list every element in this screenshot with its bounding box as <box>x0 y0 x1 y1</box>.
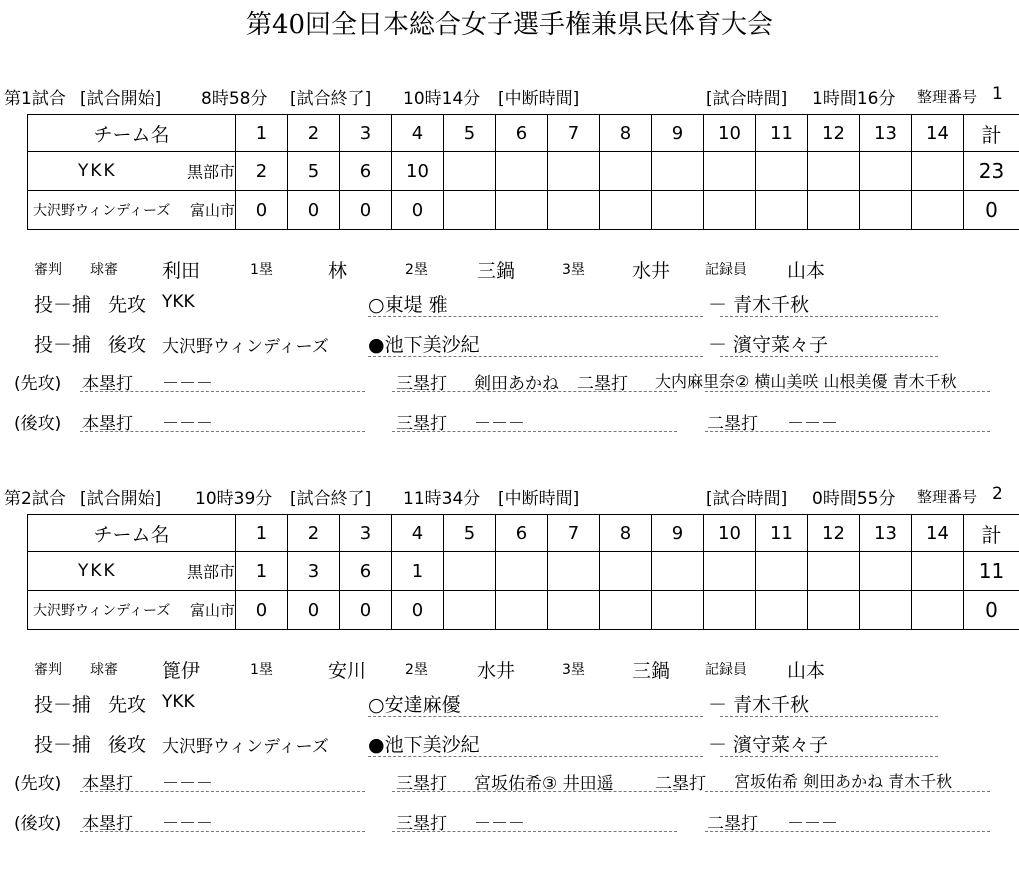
hits_top-triple-underline <box>392 791 677 792</box>
battery_top-side: 先攻 <box>108 294 147 316</box>
start-label: [試合開始] <box>80 489 162 509</box>
table-row <box>28 591 1019 630</box>
battery_top-catcher: － 青木千秋 <box>708 294 810 316</box>
score-cell-14 <box>912 552 964 591</box>
team-city: 富山市 <box>189 601 235 620</box>
inning-header-9: 9 <box>652 515 704 552</box>
battery_top-pitcher: ○安達麻優 <box>368 694 461 716</box>
hits_top-triple: 宮坂佑希③ 井田遥 <box>474 774 614 794</box>
end-time: 10時14分 <box>403 89 481 109</box>
hits_top-hr: －－－ <box>162 774 213 794</box>
inning-header-12: 12 <box>808 515 860 552</box>
score-cell-12 <box>808 591 860 630</box>
inning-header-1: 1 <box>236 515 288 552</box>
scorer: 山本 <box>787 260 826 282</box>
hits_top-triple-label: 三塁打 <box>396 374 447 394</box>
team-header: チーム名 <box>28 115 236 152</box>
team-city: 富山市 <box>189 201 235 220</box>
hits_top-double: 宮坂佑希 剣田あかね 青木千秋 <box>734 772 953 791</box>
break-label: [中断時間] <box>498 89 580 109</box>
score-cell-1: 2 <box>236 152 288 191</box>
hits_bottom-hr-label: 本塁打 <box>82 814 133 834</box>
game-number: 第1試合 <box>4 89 66 109</box>
hits_bottom-double: －－－ <box>787 414 838 434</box>
page-title: 第40回全日本総合女子選手権兼県民体育大会 <box>245 10 774 40</box>
second-base-umpire: 水井 <box>477 660 516 682</box>
inning-header-4: 4 <box>392 515 444 552</box>
game-number: 第2試合 <box>4 489 66 509</box>
score-cell-3: 0 <box>340 191 392 230</box>
scorer-label: 記録員 <box>705 262 747 278</box>
score-cell-12 <box>808 552 860 591</box>
inning-header-11: 11 <box>756 115 808 152</box>
battery_bottom-catcher: － 濱守菜々子 <box>708 334 829 356</box>
hits_bottom-triple-label: 三塁打 <box>396 414 447 434</box>
inning-header-13: 13 <box>860 115 912 152</box>
score-cell-2: 0 <box>288 191 340 230</box>
battery_bottom-team: 大沢野ウィンディーズ <box>162 737 329 757</box>
hits_top-triple-label: 三塁打 <box>396 774 447 794</box>
hits_bottom-hr-underline <box>80 831 365 832</box>
id-number: 1 <box>992 84 1003 104</box>
team-header: チーム名 <box>28 515 236 552</box>
inning-header-9: 9 <box>652 115 704 152</box>
score-cell-7 <box>548 591 600 630</box>
score-cell-11 <box>756 552 808 591</box>
score-cell-11 <box>756 591 808 630</box>
third-base-label: 3塁 <box>562 662 585 678</box>
third-base-umpire: 水井 <box>632 260 671 282</box>
team-cell <box>28 591 236 630</box>
score-cell-1: 0 <box>236 591 288 630</box>
battery_top-pitcher: ○東堤 雅 <box>368 294 448 316</box>
score-cell-4: 10 <box>392 152 444 191</box>
team-cell <box>28 552 236 591</box>
hits_bottom-triple: －－－ <box>474 414 525 434</box>
plate-umpire-label: 球審 <box>90 262 118 278</box>
start-time: 8時58分 <box>201 89 268 109</box>
battery_bottom-catcher: － 濱守菜々子 <box>708 734 829 756</box>
hits_bottom-double-label: 二塁打 <box>707 414 758 434</box>
third-base-label: 3塁 <box>562 262 585 278</box>
hits_top-double: 大内麻里奈② 横山美咲 山根美優 青木千秋 <box>655 372 957 391</box>
score-cell-14 <box>912 591 964 630</box>
plate-umpire-label: 球審 <box>90 662 118 678</box>
score-cell-3: 6 <box>340 152 392 191</box>
battery_top-label: 投－捕 <box>34 694 92 716</box>
hits_bottom-hr: －－－ <box>162 414 213 434</box>
score-cell-3: 0 <box>340 591 392 630</box>
battery_top-catcher: － 青木千秋 <box>708 694 810 716</box>
umpire-label: 審判 <box>34 662 62 678</box>
first-base-umpire: 安川 <box>328 660 367 682</box>
inning-header-7: 7 <box>548 515 600 552</box>
hits_bottom-triple-label: 三塁打 <box>396 814 447 834</box>
hits_top-hr: －－－ <box>162 374 213 394</box>
hits_bottom-double-underline <box>705 831 990 832</box>
battery_bottom-pitcher-underline <box>368 756 703 757</box>
inning-header-5: 5 <box>444 115 496 152</box>
score-cell-4: 1 <box>392 552 444 591</box>
hits_top-double-label: 二塁打 <box>655 774 706 794</box>
inning-header-2: 2 <box>288 115 340 152</box>
score-cell-8 <box>600 552 652 591</box>
battery_bottom-side: 後攻 <box>108 734 147 756</box>
battery_top-side: 先攻 <box>108 694 147 716</box>
team-name: 大沢野ウィンディーズ <box>33 203 171 219</box>
score-cell-3: 6 <box>340 552 392 591</box>
end-time: 11時34分 <box>403 489 481 509</box>
score-cell-7 <box>548 552 600 591</box>
inning-header-11: 11 <box>756 515 808 552</box>
score-cell-10 <box>704 591 756 630</box>
score-cell-1: 0 <box>236 191 288 230</box>
hits_top-side: (先攻) <box>14 774 62 794</box>
break-label: [中断時間] <box>498 489 580 509</box>
team-city: 黒部市 <box>186 162 235 182</box>
inning-header-3: 3 <box>340 115 392 152</box>
duration: 0時間55分 <box>812 489 896 509</box>
inning-header-8: 8 <box>600 515 652 552</box>
end-label: [試合終了] <box>290 489 372 509</box>
id-number: 2 <box>992 484 1003 504</box>
inning-header-7: 7 <box>548 115 600 152</box>
team-name: YKK <box>78 161 117 181</box>
table-row <box>28 552 1019 591</box>
battery_top-catcher-underline <box>720 716 938 717</box>
battery_bottom-label: 投－捕 <box>34 734 92 756</box>
hits_top-side: (先攻) <box>14 374 62 394</box>
score-cell-9 <box>652 591 704 630</box>
inning-header-6: 6 <box>496 515 548 552</box>
battery_top-label: 投－捕 <box>34 294 92 316</box>
first-base-label: 1塁 <box>250 662 273 678</box>
hits_top-hr-underline <box>80 791 365 792</box>
score-cell-4: 0 <box>392 591 444 630</box>
battery_bottom-side: 後攻 <box>108 334 147 356</box>
duration-label: [試合時間] <box>706 489 788 509</box>
hits_bottom-side: (後攻) <box>14 414 62 434</box>
score-cell-6 <box>496 552 548 591</box>
inning-header-4: 4 <box>392 115 444 152</box>
score-cell-2: 0 <box>288 591 340 630</box>
hits_bottom-triple: －－－ <box>474 814 525 834</box>
score-cell-4: 0 <box>392 191 444 230</box>
inning-header-3: 3 <box>340 515 392 552</box>
battery_bottom-label: 投－捕 <box>34 334 92 356</box>
score-table <box>27 514 1019 630</box>
score-cell-5 <box>444 591 496 630</box>
total-cell: 23 <box>964 152 1019 191</box>
hits_top-hr-label: 本塁打 <box>82 774 133 794</box>
battery_top-pitcher-underline <box>368 716 703 717</box>
score-cell-5 <box>444 552 496 591</box>
score-cell-1: 1 <box>236 552 288 591</box>
score-cell-13 <box>860 552 912 591</box>
score-cell-9 <box>652 552 704 591</box>
second-base-label: 2塁 <box>405 662 428 678</box>
id-label: 整理番号 <box>917 488 978 506</box>
score-cell-2: 5 <box>288 152 340 191</box>
first-base-umpire: 林 <box>328 260 348 282</box>
duration-label: [試合時間] <box>706 89 788 109</box>
second-base-label: 2塁 <box>405 262 428 278</box>
second-base-umpire: 三鍋 <box>477 260 516 282</box>
inning-header-8: 8 <box>600 115 652 152</box>
inning-header-6: 6 <box>496 115 548 152</box>
score-header-row <box>28 515 1019 552</box>
score-cell-8 <box>600 591 652 630</box>
plate-umpire: 篦伊 <box>162 660 201 682</box>
battery_bottom-pitcher: ●池下美沙紀 <box>368 334 480 356</box>
hits_bottom-side: (後攻) <box>14 814 62 834</box>
inning-header-12: 12 <box>808 115 860 152</box>
inning-header-1: 1 <box>236 115 288 152</box>
end-label: [試合終了] <box>290 89 372 109</box>
team-name: YKK <box>78 561 117 581</box>
inning-header-5: 5 <box>444 515 496 552</box>
scorer-label: 記録員 <box>705 662 747 678</box>
inning-header-10: 10 <box>704 515 756 552</box>
score-cell-10 <box>704 552 756 591</box>
total-cell: 0 <box>964 191 1019 230</box>
battery_top-team: YKK <box>162 692 195 712</box>
hits_top-triple: 剣田あかね <box>474 374 559 394</box>
hits_top-double-underline <box>705 791 990 792</box>
start-time: 10時39分 <box>195 489 273 509</box>
inning-header-13: 13 <box>860 515 912 552</box>
hits_bottom-hr: －－－ <box>162 814 213 834</box>
hits_bottom-double-label: 二塁打 <box>707 814 758 834</box>
id-label: 整理番号 <box>917 88 978 106</box>
inning-header-2: 2 <box>288 515 340 552</box>
battery_bottom-team: 大沢野ウィンディーズ <box>162 337 329 357</box>
score-cell-2: 3 <box>288 552 340 591</box>
third-base-umpire: 三鍋 <box>632 660 671 682</box>
duration: 1時間16分 <box>812 89 896 109</box>
team-city: 黒部市 <box>186 562 235 582</box>
total-header: 計 <box>964 115 1019 152</box>
inning-header-10: 10 <box>704 115 756 152</box>
start-label: [試合開始] <box>80 89 162 109</box>
hits_bottom-triple-underline <box>392 831 677 832</box>
total-header: 計 <box>964 515 1019 552</box>
battery_bottom-pitcher: ●池下美沙紀 <box>368 734 480 756</box>
score-cell-13 <box>860 591 912 630</box>
battery_bottom-catcher-underline <box>720 756 938 757</box>
plate-umpire: 利田 <box>162 260 201 282</box>
total-cell: 0 <box>964 591 1019 630</box>
inning-header-14: 14 <box>912 515 964 552</box>
hits_top-hr-label: 本塁打 <box>82 374 133 394</box>
team-name: 大沢野ウィンディーズ <box>33 603 171 619</box>
first-base-label: 1塁 <box>250 262 273 278</box>
scorer: 山本 <box>787 660 826 682</box>
hits_bottom-double: －－－ <box>787 814 838 834</box>
total-cell: 11 <box>964 552 1019 591</box>
score-cell-6 <box>496 591 548 630</box>
battery_top-team: YKK <box>162 292 195 312</box>
inning-header-14: 14 <box>912 115 964 152</box>
hits_top-double-label: 二塁打 <box>577 374 628 394</box>
hits_bottom-hr-label: 本塁打 <box>82 414 133 434</box>
umpire-label: 審判 <box>34 262 62 278</box>
